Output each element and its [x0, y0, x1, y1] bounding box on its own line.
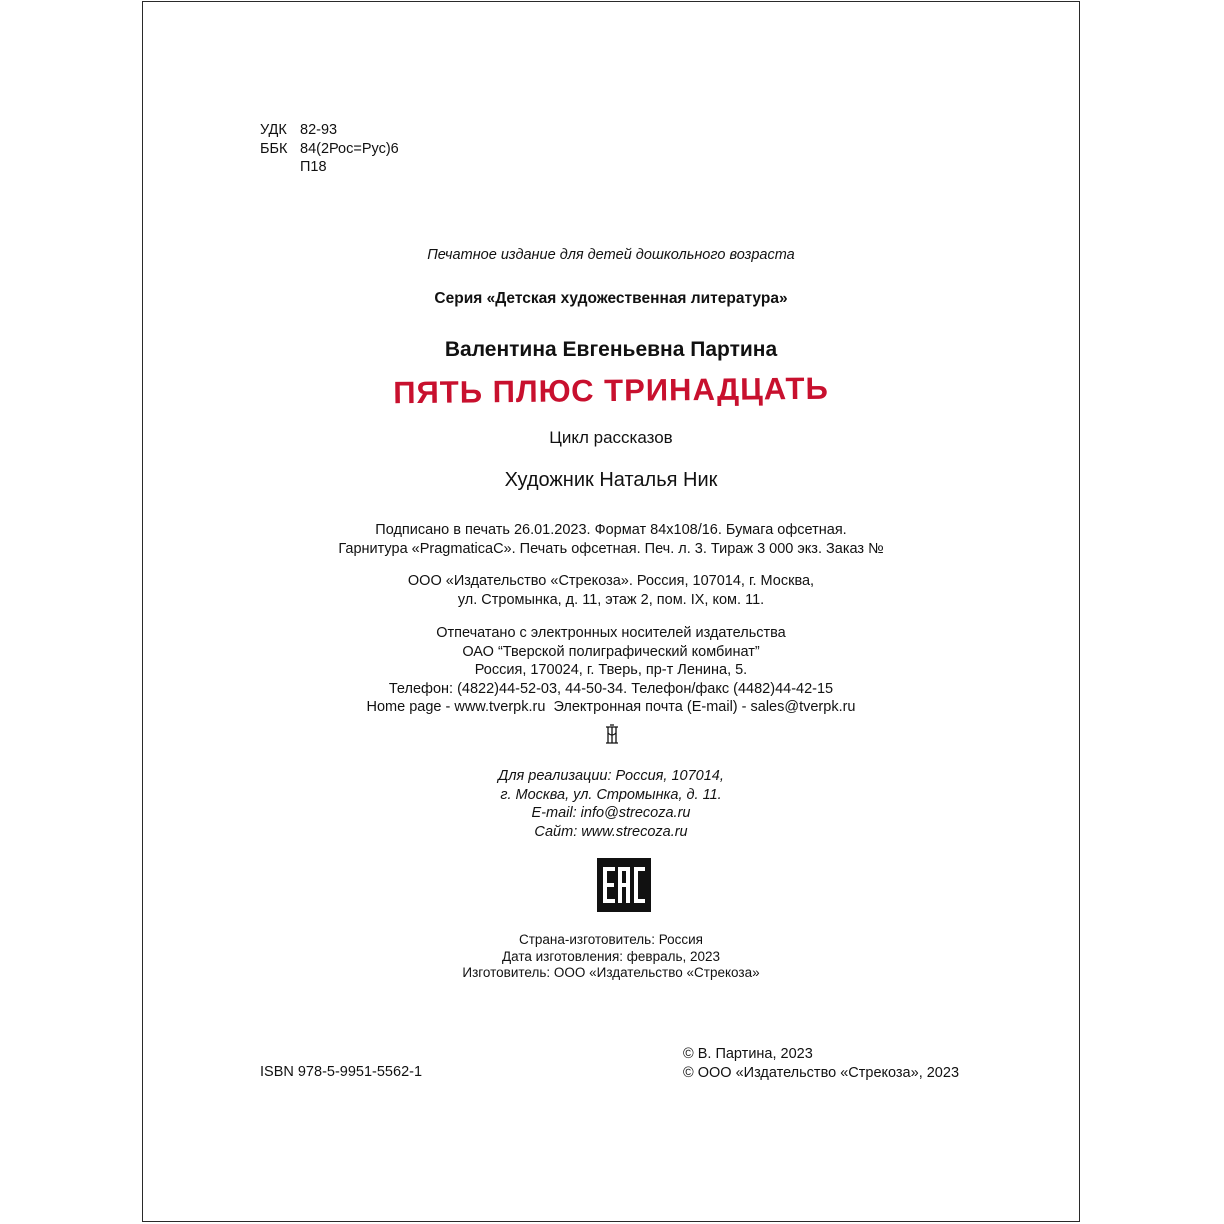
printer-info [142, 624, 1080, 717]
manufacture-info [142, 932, 1080, 982]
author-mark: П18 [300, 159, 327, 175]
distribution-line: E-mail: info@strecoza.ru [531, 805, 691, 821]
isbn: ISBN 978-5-9951-5562-1 [260, 1064, 423, 1080]
book-genre: Цикл рассказов [549, 428, 673, 447]
print-info-line: Подписано в печать 26.01.2023. Формат 84х108/16. Бумага офсетная. [375, 522, 847, 538]
author-name: Валентина Евгеньевна Партина [444, 338, 778, 361]
copyright-notice [683, 1045, 959, 1082]
print-info-line: Гарнитура «PragmaticaC». Печать офсетная. Печ. л. 3. Тираж 3 000 экз. Заказ № [338, 540, 884, 557]
series-name: Серия «Детская художественная литература» [434, 290, 788, 307]
manufacture-line: Изготовитель: ООО «Издательство «Стрекоза» [462, 965, 760, 980]
classification-codes [260, 121, 399, 177]
distribution-line: г. Москва, ул. Стромынка, д. 11. [500, 786, 722, 803]
bbk-row [260, 140, 399, 159]
manufacture-line: Дата изготовления: февраль, 2023 [501, 948, 721, 964]
eac-mark-icon [597, 858, 651, 912]
print-info [142, 521, 1080, 558]
printer-line: Home page - www.tverpk.ru Электронная почта (E-mail) - sales@tverpk.ru [366, 699, 856, 715]
bbk-value: 84(2Рос=Рус)6 [300, 140, 399, 157]
printer-logo-icon [603, 724, 621, 746]
copyright-line: © ООО «Издательство «Стрекоза», 2023 [683, 1064, 960, 1081]
printer-line: ОАО “Тверской полиграфический комбинат” [462, 643, 760, 660]
distribution-line: Для реализации: Россия, 107014, [498, 768, 724, 784]
publisher-address [142, 572, 1080, 609]
printer-line: Отпечатано с электронных носителей издательства [436, 625, 786, 641]
book-title: ПЯТЬ ПЛЮС ТРИНАДЦАТЬ [393, 370, 829, 411]
publisher-line: ООО «Издательство «Стрекоза». Россия, 107014, г. Москва, [407, 573, 815, 589]
bbk-label: ББК [260, 140, 288, 157]
copyright-line: © В. Партина, 2023 [683, 1046, 813, 1062]
printer-line: Телефон: (4822)44-52-03, 44-50-34. Телефон/факс (4482)44-42-15 [388, 680, 834, 697]
distribution-info [142, 767, 1080, 841]
publisher-line: ул. Стромынка, д. 11, этаж 2, пом. IX, ком. 11. [457, 591, 765, 608]
illustrator: Художник Наталья Ник [504, 469, 718, 491]
udk-row [260, 121, 399, 140]
printer-line: Россия, 170024, г. Тверь, пр-т Ленина, 5. [474, 662, 748, 678]
manufacture-line: Страна-изготовитель: Россия [518, 932, 703, 947]
audience-note: Печатное издание для детей дошкольного возраста [427, 247, 795, 263]
udk-value: 82-93 [300, 122, 338, 138]
udk-label: УДК [260, 122, 287, 138]
book-imprint-page [142, 1, 1080, 1222]
distribution-line: Сайт: www.strecoza.ru [534, 823, 688, 840]
